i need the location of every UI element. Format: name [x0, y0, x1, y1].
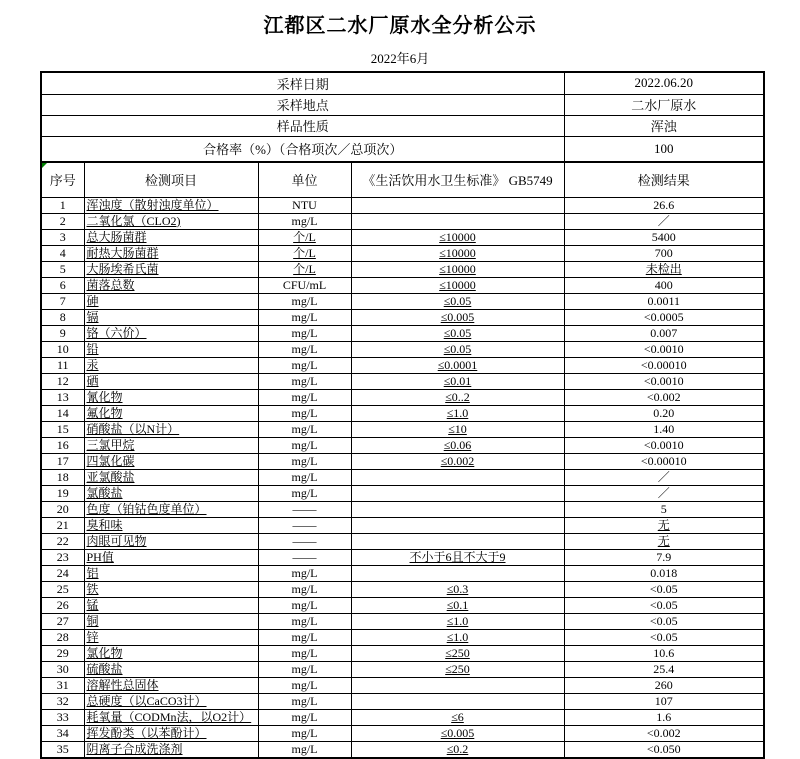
pass-rate-row	[41, 136, 764, 162]
cell-seq: 19	[41, 485, 84, 501]
cell-standard: ≤10000	[351, 229, 564, 245]
table-row	[41, 693, 764, 709]
cell-standard	[351, 469, 564, 485]
sampling-site-label: 采样地点	[41, 94, 564, 115]
sample-nature-value: 浑浊	[564, 115, 764, 136]
cell-standard	[351, 565, 564, 581]
table-row	[41, 501, 764, 517]
col-header-standard: 《生活饮用水卫生标准》 GB5749	[351, 162, 564, 197]
table-row	[41, 389, 764, 405]
cell-item: 硝酸盐（以N计）	[84, 421, 258, 437]
cell-unit: ——	[258, 549, 351, 565]
cell-seq: 17	[41, 453, 84, 469]
cell-result: <0.0010	[564, 437, 764, 453]
cell-result: <0.0010	[564, 341, 764, 357]
cell-item: 氟化物	[84, 405, 258, 421]
cell-unit: CFU/mL	[258, 277, 351, 293]
cell-item: 硒	[84, 373, 258, 389]
cell-seq: 22	[41, 533, 84, 549]
cell-standard	[351, 485, 564, 501]
cell-item: 砷	[84, 293, 258, 309]
cell-result: 未检出	[564, 261, 764, 277]
cell-standard	[351, 677, 564, 693]
cell-standard: ≤250	[351, 661, 564, 677]
cell-result: <0.050	[564, 741, 764, 758]
table-row	[41, 213, 764, 229]
cell-unit: mg/L	[258, 629, 351, 645]
cell-unit: NTU	[258, 197, 351, 213]
cell-item: 大肠埃希氏菌	[84, 261, 258, 277]
cell-item: 四氯化碳	[84, 453, 258, 469]
info-section	[41, 72, 764, 197]
cell-result: 700	[564, 245, 764, 261]
cell-unit: mg/L	[258, 421, 351, 437]
cell-result: <0.00010	[564, 453, 764, 469]
cell-result: 25.4	[564, 661, 764, 677]
table-row	[41, 517, 764, 533]
table-row	[41, 565, 764, 581]
cell-corner-flag-icon	[42, 163, 47, 168]
cell-seq: 6	[41, 277, 84, 293]
cell-item: 耗氧量（CODMn法，以O2计）	[84, 709, 258, 725]
cell-item: 臭和味	[84, 517, 258, 533]
cell-result: 260	[564, 677, 764, 693]
sample-nature-row	[41, 115, 764, 136]
sampling-site-row	[41, 94, 764, 115]
cell-seq: 33	[41, 709, 84, 725]
pass-rate-label: 合格率（%）（合格项次／总项次）	[41, 136, 564, 162]
table-row	[41, 421, 764, 437]
cell-unit: mg/L	[258, 437, 351, 453]
table-row	[41, 341, 764, 357]
table-row	[41, 581, 764, 597]
table-row	[41, 277, 764, 293]
table-row	[41, 613, 764, 629]
cell-standard: ≤0.05	[351, 341, 564, 357]
table-row	[41, 293, 764, 309]
cell-unit: mg/L	[258, 325, 351, 341]
sampling-site-value: 二水厂原水	[564, 94, 764, 115]
cell-unit: mg/L	[258, 341, 351, 357]
cell-item: 二氧化氯（CLO2)	[84, 213, 258, 229]
cell-seq: 13	[41, 389, 84, 405]
cell-item: 氯酸盐	[84, 485, 258, 501]
cell-unit: mg/L	[258, 357, 351, 373]
cell-item: 氰化物	[84, 389, 258, 405]
cell-seq: 10	[41, 341, 84, 357]
cell-item: 总大肠菌群	[84, 229, 258, 245]
cell-item: 浑浊度（散射浊度单位）	[84, 197, 258, 213]
cell-standard	[351, 693, 564, 709]
cell-standard	[351, 213, 564, 229]
col-header-seq-label: 序号	[49, 173, 76, 189]
cell-result: 7.9	[564, 549, 764, 565]
cell-result: 0.018	[564, 565, 764, 581]
col-header-result: 检测结果	[564, 162, 764, 197]
sampling-date-label: 采样日期	[41, 72, 564, 94]
cell-item: 亚氯酸盐	[84, 469, 258, 485]
cell-seq: 25	[41, 581, 84, 597]
cell-result: <0.05	[564, 613, 764, 629]
report-month: 2022年6月	[370, 51, 430, 66]
cell-seq: 1	[41, 197, 84, 213]
cell-item: 铬（六价）	[84, 325, 258, 341]
cell-unit: mg/L	[258, 213, 351, 229]
cell-item: 挥发酚类（以苯酚计）	[84, 725, 258, 741]
cell-seq: 8	[41, 309, 84, 325]
cell-result: <0.05	[564, 629, 764, 645]
table-row	[41, 197, 764, 213]
cell-item: 硫酸盐	[84, 661, 258, 677]
cell-item: PH值	[84, 549, 258, 565]
cell-result: 5	[564, 501, 764, 517]
cell-standard: ≤250	[351, 645, 564, 661]
table-row	[41, 469, 764, 485]
cell-item: 菌落总数	[84, 277, 258, 293]
sampling-date-value: 2022.06.20	[564, 72, 764, 94]
cell-standard	[351, 517, 564, 533]
cell-standard: ≤1.0	[351, 405, 564, 421]
cell-standard: ≤10000	[351, 261, 564, 277]
cell-item: 锌	[84, 629, 258, 645]
col-header-unit: 单位	[258, 162, 351, 197]
cell-standard: ≤10	[351, 421, 564, 437]
cell-item: 铝	[84, 565, 258, 581]
cell-item: 溶解性总固体	[84, 677, 258, 693]
pass-rate-value: 100	[564, 136, 764, 162]
cell-standard: ≤0.002	[351, 453, 564, 469]
cell-item: 铁	[84, 581, 258, 597]
table-row	[41, 741, 764, 758]
table-row	[41, 373, 764, 389]
table-row	[41, 405, 764, 421]
table-row	[41, 725, 764, 741]
cell-standard	[351, 197, 564, 213]
cell-seq: 5	[41, 261, 84, 277]
cell-unit: mg/L	[258, 725, 351, 741]
sample-nature-label: 样品性质	[41, 115, 564, 136]
cell-seq: 3	[41, 229, 84, 245]
cell-unit: mg/L	[258, 677, 351, 693]
table-row	[41, 533, 764, 549]
cell-item: 色度（铂钴色度单位）	[84, 501, 258, 517]
cell-result: 无	[564, 517, 764, 533]
cell-unit: mg/L	[258, 293, 351, 309]
cell-seq: 11	[41, 357, 84, 373]
data-section	[41, 197, 764, 758]
cell-seq: 16	[41, 437, 84, 453]
cell-item: 汞	[84, 357, 258, 373]
cell-standard: ≤0.1	[351, 597, 564, 613]
cell-unit: mg/L	[258, 453, 351, 469]
cell-standard: ≤0.01	[351, 373, 564, 389]
table-row	[41, 261, 764, 277]
cell-item: 铅	[84, 341, 258, 357]
cell-standard: ≤0.2	[351, 741, 564, 758]
table-row	[41, 645, 764, 661]
cell-item: 耐热大肠菌群	[84, 245, 258, 261]
water-analysis-table	[40, 71, 765, 759]
cell-result: <0.002	[564, 725, 764, 741]
sampling-date-row	[41, 72, 764, 94]
table-row	[41, 357, 764, 373]
cell-seq: 31	[41, 677, 84, 693]
table-row	[41, 309, 764, 325]
cell-seq: 7	[41, 293, 84, 309]
cell-standard: 不小于6且不大于9	[351, 549, 564, 565]
cell-unit: mg/L	[258, 597, 351, 613]
cell-standard: ≤1.0	[351, 613, 564, 629]
cell-seq: 27	[41, 613, 84, 629]
table-row	[41, 549, 764, 565]
cell-seq: 28	[41, 629, 84, 645]
cell-result: <0.002	[564, 389, 764, 405]
cell-unit: ——	[258, 533, 351, 549]
cell-unit: mg/L	[258, 485, 351, 501]
table-row	[41, 245, 764, 261]
cell-result: 400	[564, 277, 764, 293]
cell-item: 镉	[84, 309, 258, 325]
cell-seq: 12	[41, 373, 84, 389]
cell-unit: mg/L	[258, 389, 351, 405]
cell-unit: mg/L	[258, 309, 351, 325]
cell-result: 0.0011	[564, 293, 764, 309]
cell-standard: ≤10000	[351, 277, 564, 293]
cell-unit: ——	[258, 501, 351, 517]
table-row	[41, 629, 764, 645]
cell-item: 铜	[84, 613, 258, 629]
cell-standard	[351, 533, 564, 549]
cell-unit: mg/L	[258, 709, 351, 725]
cell-unit: mg/L	[258, 405, 351, 421]
cell-standard: ≤0.3	[351, 581, 564, 597]
cell-unit: mg/L	[258, 613, 351, 629]
table-row	[41, 485, 764, 501]
cell-item: 肉眼可见物	[84, 533, 258, 549]
cell-seq: 29	[41, 645, 84, 661]
cell-item: 氯化物	[84, 645, 258, 661]
cell-result: ／	[564, 485, 764, 501]
cell-result: 0.20	[564, 405, 764, 421]
cell-standard: ≤0.05	[351, 325, 564, 341]
cell-result: 26.6	[564, 197, 764, 213]
column-header-row	[41, 162, 764, 197]
cell-item: 锰	[84, 597, 258, 613]
cell-unit: 个/L	[258, 261, 351, 277]
cell-seq: 4	[41, 245, 84, 261]
cell-result: <0.00010	[564, 357, 764, 373]
col-header-seq	[41, 162, 84, 197]
cell-result: ／	[564, 213, 764, 229]
table-row	[41, 709, 764, 725]
table-row	[41, 437, 764, 453]
cell-seq: 9	[41, 325, 84, 341]
cell-standard: ≤0.005	[351, 309, 564, 325]
cell-result: <0.0005	[564, 309, 764, 325]
cell-seq: 23	[41, 549, 84, 565]
col-header-item: 检测项目	[84, 162, 258, 197]
cell-seq: 34	[41, 725, 84, 741]
cell-item: 三氯甲烷	[84, 437, 258, 453]
cell-seq: 24	[41, 565, 84, 581]
cell-result: ／	[564, 469, 764, 485]
cell-unit: 个/L	[258, 245, 351, 261]
cell-seq: 20	[41, 501, 84, 517]
cell-unit: mg/L	[258, 373, 351, 389]
cell-result: <0.05	[564, 581, 764, 597]
cell-standard: ≤10000	[351, 245, 564, 261]
cell-seq: 15	[41, 421, 84, 437]
cell-unit: mg/L	[258, 645, 351, 661]
cell-seq: 30	[41, 661, 84, 677]
cell-seq: 2	[41, 213, 84, 229]
cell-result: 无	[564, 533, 764, 549]
cell-standard: ≤0..2	[351, 389, 564, 405]
cell-seq: 26	[41, 597, 84, 613]
cell-unit: mg/L	[258, 581, 351, 597]
cell-standard: ≤0.005	[351, 725, 564, 741]
cell-standard: ≤0.05	[351, 293, 564, 309]
cell-seq: 21	[41, 517, 84, 533]
cell-result: 5400	[564, 229, 764, 245]
page-title: 江都区二水厂原水全分析公示	[263, 15, 537, 37]
cell-unit: mg/L	[258, 693, 351, 709]
cell-result: 107	[564, 693, 764, 709]
cell-unit: ——	[258, 517, 351, 533]
cell-unit: 个/L	[258, 229, 351, 245]
cell-seq: 32	[41, 693, 84, 709]
table-row	[41, 661, 764, 677]
cell-result: <0.05	[564, 597, 764, 613]
cell-unit: mg/L	[258, 565, 351, 581]
cell-result: 1.40	[564, 421, 764, 437]
cell-result: <0.0010	[564, 373, 764, 389]
table-row	[41, 677, 764, 693]
cell-result: 0.007	[564, 325, 764, 341]
cell-standard: ≤0.0001	[351, 357, 564, 373]
cell-seq: 35	[41, 741, 84, 758]
cell-item: 阴离子合成洗涤剂	[84, 741, 258, 758]
cell-seq: 14	[41, 405, 84, 421]
cell-unit: mg/L	[258, 661, 351, 677]
cell-standard: ≤1.0	[351, 629, 564, 645]
cell-item: 总硬度（以CaCO3计）	[84, 693, 258, 709]
cell-standard: ≤6	[351, 709, 564, 725]
cell-result: 1.6	[564, 709, 764, 725]
cell-seq: 18	[41, 469, 84, 485]
cell-unit: mg/L	[258, 469, 351, 485]
cell-result: 10.6	[564, 645, 764, 661]
cell-standard	[351, 501, 564, 517]
table-row	[41, 325, 764, 341]
table-row	[41, 453, 764, 469]
cell-unit: mg/L	[258, 741, 351, 758]
table-row	[41, 597, 764, 613]
cell-standard: ≤0.06	[351, 437, 564, 453]
table-row	[41, 229, 764, 245]
